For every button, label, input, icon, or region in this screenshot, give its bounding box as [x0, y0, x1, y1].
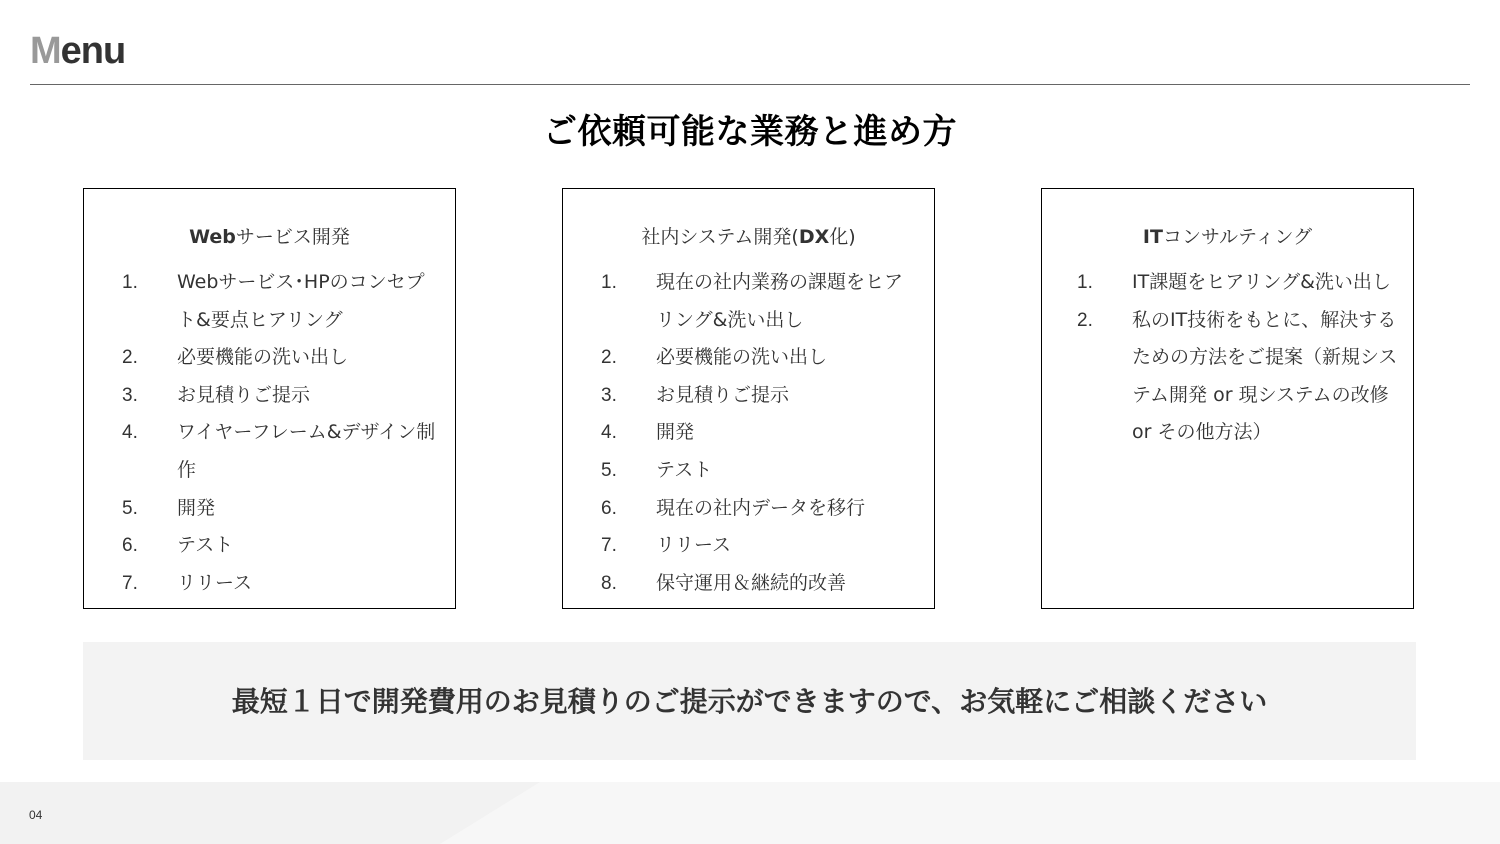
card-title-rest: サービス開発: [235, 226, 350, 248]
step-text: テスト: [656, 458, 713, 481]
step-number: 2.: [601, 347, 617, 369]
card-title: [84, 222, 455, 249]
step-number: 7.: [601, 535, 617, 557]
list-item: [1077, 302, 1407, 452]
step-number: 1.: [601, 272, 617, 293]
step-number: 6.: [122, 535, 138, 557]
list-item: [122, 264, 441, 339]
step-text: ワイヤーフレーム&デザイン制作: [177, 421, 436, 481]
list-item: [122, 490, 441, 528]
step-number: 6.: [601, 497, 617, 519]
list-item: [601, 414, 920, 452]
footer-band: [0, 782, 1500, 844]
page-header-title: [30, 30, 125, 73]
step-number: 1.: [122, 272, 138, 293]
card-title-pre: 社内システム開発(: [641, 226, 799, 248]
main-title: ご依頼可能な業務と進め方: [543, 112, 957, 152]
step-number: 3.: [122, 384, 138, 406]
card-title-rest: コンサルティング: [1162, 226, 1313, 248]
step-list: [1077, 264, 1407, 452]
card-internal-system: [562, 188, 935, 609]
list-item: [122, 565, 441, 603]
step-text: 必要機能の洗い出し: [177, 346, 349, 369]
step-text: リリース: [656, 534, 732, 557]
step-list: [122, 264, 441, 602]
step-number: 1.: [1077, 272, 1093, 293]
banner-text: 最短１日で開発費用のお見積りのご提示ができますので、お気軽にご相談ください: [231, 685, 1268, 718]
card-title-bold: Web: [189, 226, 236, 248]
step-number: 4.: [122, 422, 138, 444]
list-item: [601, 490, 920, 528]
card-title: [1042, 222, 1413, 249]
header-title-rest: enu: [60, 30, 126, 72]
step-text: 保守運用＆継続的改善: [656, 571, 847, 594]
footer-decoration: [0, 782, 1500, 844]
step-text: Webサービス･HPのコンセプト&要点ヒアリング: [177, 271, 425, 331]
list-item: [122, 527, 441, 565]
step-text: リリース: [177, 571, 253, 594]
list-item: [122, 414, 441, 489]
step-text: 私のIT技術をもとに、解決するための方法をご提案（新規システム開発 or 現システムの改修or その他方法）: [1132, 308, 1398, 444]
step-number: 7.: [122, 572, 138, 594]
step-text: IT課題をヒアリング&洗い出し: [1132, 271, 1391, 293]
cta-banner: [83, 642, 1416, 760]
step-text: 必要機能の洗い出し: [656, 346, 828, 369]
card-it-consulting: [1041, 188, 1414, 609]
list-item: [122, 377, 441, 415]
step-text: 開発: [177, 496, 216, 519]
step-number: 2.: [1077, 309, 1093, 331]
step-text: 現在の社内業務の課題をヒアリング&洗い出し: [656, 271, 904, 331]
header-divider: [30, 84, 1470, 85]
card-title-rest: 化): [829, 226, 856, 248]
list-item: [601, 565, 920, 603]
list-item: [122, 339, 441, 377]
card-web-service: [83, 188, 456, 609]
card-title-bold: IT: [1142, 226, 1163, 248]
step-number: 4.: [601, 422, 617, 444]
list-item: [1077, 264, 1407, 302]
step-text: お見積りご提示: [177, 383, 311, 406]
step-number: 5.: [601, 459, 617, 481]
step-text: 開発: [656, 421, 695, 444]
list-item: [601, 377, 920, 415]
list-item: [601, 452, 920, 490]
step-text: テスト: [177, 534, 234, 557]
card-title: [563, 222, 934, 249]
step-number: 3.: [601, 384, 617, 406]
step-number: 8.: [601, 572, 617, 594]
page-number: 04: [29, 808, 43, 822]
step-number: 2.: [122, 347, 138, 369]
step-list: [601, 264, 920, 602]
list-item: [601, 264, 920, 339]
step-number: 5.: [122, 497, 138, 519]
card-title-bold: DX: [798, 226, 830, 248]
header-title-accent: M: [30, 30, 61, 72]
list-item: [601, 339, 920, 377]
step-text: 現在の社内データを移行: [656, 496, 866, 519]
list-item: [601, 527, 920, 565]
step-text: お見積りご提示: [656, 383, 790, 406]
